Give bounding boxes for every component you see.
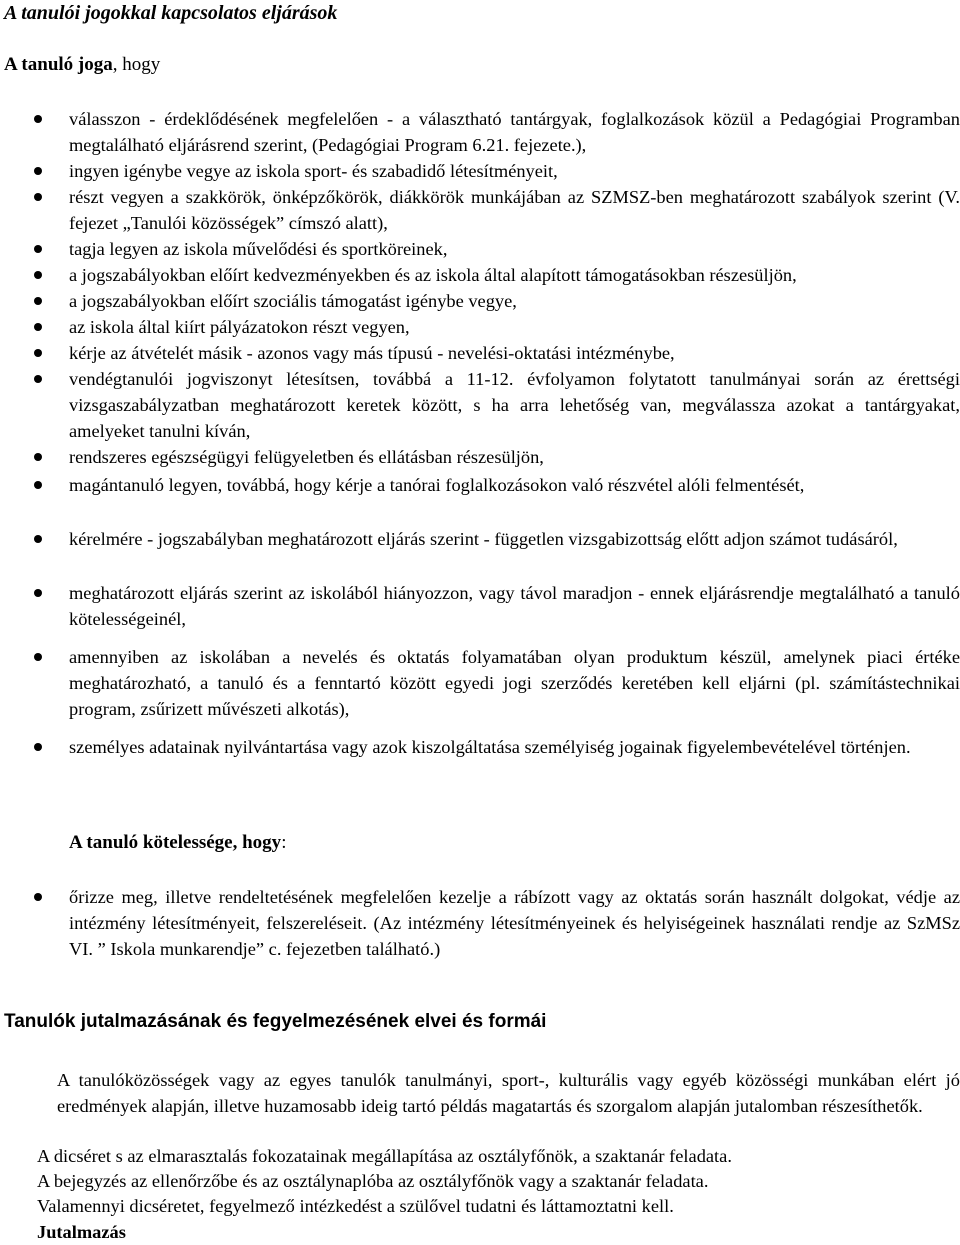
rights-item-text: tagja legyen az iskola művelődési és sportköreinek,	[69, 239, 448, 259]
rights-item-text: a jogszabályokban előírt kedvezményekben és az iskola által alapított támogatásokban részesüljön,	[69, 265, 797, 285]
bullet-icon	[34, 167, 42, 175]
bullet-icon	[34, 589, 42, 597]
rights-item	[0, 580, 960, 632]
rights-item	[0, 158, 960, 184]
rights-item-text: meghatározott eljárás szerint az iskolából hiányozzon, vagy távol maradjon - ennek eljárásrendje megtalálható a tanuló kötelességeinél,	[69, 583, 960, 629]
rights-item	[0, 288, 960, 314]
rights-item	[0, 262, 960, 288]
rights-list	[0, 106, 960, 786]
duties-list	[0, 884, 960, 962]
rights-heading-rest: , hogy	[112, 54, 161, 75]
text-line: Valamennyi dicséretet, fegyelmező intézkedést a szülővel tudatni és láttamoztatni kell.	[37, 1196, 674, 1216]
section-heading: Tanulók jutalmazásának és fegyelmezésének elvei és formái	[4, 1011, 547, 1032]
rights-item	[0, 314, 960, 340]
rights-item	[0, 106, 960, 158]
text-line: A bejegyzés az ellenőrzőbe és az osztálynaplóba az osztályfőnök vagy a szaktanár feladata.	[37, 1171, 709, 1191]
rights-item-text: a jogszabályokban előírt szociális támogatást igénybe vegye,	[69, 291, 517, 311]
document-title: A tanulói jogokkal kapcsolatos eljárások	[4, 2, 338, 24]
bullet-icon	[34, 743, 42, 751]
rights-heading	[4, 52, 160, 78]
bullet-icon	[34, 193, 42, 201]
bullet-icon	[34, 481, 42, 489]
rights-item-text: kérje az átvételét másik - azonos vagy más típusú - nevelési-oktatási intézménybe,	[69, 343, 675, 363]
duties-heading-rest: :	[281, 832, 287, 853]
text-line: A dicséret s az elmarasztalás fokozatainak megállapítása az osztályfőnök, a szaktanár feladata.	[37, 1146, 732, 1166]
bullet-icon	[34, 653, 42, 661]
rights-item-text: ingyen igénybe vegye az iskola sport- és szabadidő létesítményeit,	[69, 161, 558, 181]
rights-item-text: kérelmére - jogszabályban meghatározott eljárás szerint - független vizsgabizottság előtt adjon számot tudásáról,	[69, 529, 898, 549]
rights-item	[0, 644, 960, 722]
bullet-icon	[34, 245, 42, 253]
rights-item-text: részt vegyen a szakkörök, önképzőkörök, diákkörök munkájában az SZMSZ-ben meghatározott szabályok szerint (V. fejezet „Tanulói közösségek” címszó alatt),	[69, 187, 960, 233]
rights-item	[0, 366, 960, 444]
rights-item	[0, 340, 960, 366]
rights-item	[0, 184, 960, 236]
rights-item-text: magántanuló legyen, továbbá, hogy kérje a tanórai foglalkozásokon való részvétel alóli felmentését,	[69, 475, 805, 495]
bullet-icon	[34, 535, 42, 543]
rights-item-text: válasszon - érdeklődésének megfelelően - a választható tantárgyak, foglalkozások közül a Pedagógiai Programban megtalálható eljárásrend szerint, (Pedagógiai Program 6.21. fejezete.),	[69, 109, 960, 155]
rights-item-text: vendégtanulói jogviszonyt létesítsen, továbbá a 11-12. évfolyamon folytatott tanulmányai során az érettségi vizsgaszabályzatban meghatározott keretek között, s ha arra lehetőség van, megválassza azokat a tantárgyakat, amelyeket tanulni kíván,	[69, 369, 960, 441]
jutalmazas-heading: Jutalmazás	[37, 1222, 126, 1242]
rights-item	[0, 472, 960, 524]
intro-paragraph: A tanulóközösségek vagy az egyes tanulók tanulmányi, sport-, kulturális vagy egyéb közösségi munkában elért jó eredmények alapján, illetve huzamosabb ideig tartó példás magatartás és szorgalom alapján jutalomban részesíthetők.	[57, 1070, 960, 1116]
bullet-icon	[34, 323, 42, 331]
bullet-icon	[34, 375, 42, 383]
bullet-icon	[34, 271, 42, 279]
bullet-icon	[34, 115, 42, 123]
bullet-icon	[34, 297, 42, 305]
rights-item-text: személyes adatainak nyilvántartása vagy azok kiszolgáltatása személyiség jogainak figyelembevételével történjen.	[69, 737, 911, 757]
rights-item-text: amennyiben az iskolában a nevelés és oktatás folyamatában olyan produktum készül, amelynek piaci értéke meghatározható, a tanuló és a fenntartó között egyedi jogi szerződés keretében kell eljárni (pl. számítástechnikai program, zsűrizett művészeti alkotás),	[69, 647, 960, 719]
rights-item	[0, 236, 960, 262]
rights-item	[0, 444, 960, 470]
duties-item-text: őrizze meg, illetve rendeltetésének megfelelően kezelje a rábízott vagy az oktatás során használt dolgokat, védje az intézmény létesítményeit, felszereléseit. (Az intézmény létesítményeinek és helyiségeinek használati rendje az SzMSz VI. ” Iskola munkarendje” c. fejezetben található.)	[69, 887, 960, 959]
rights-item	[0, 734, 960, 786]
duties-item	[0, 884, 960, 962]
duties-heading-bold: A tanuló kötelessége, hogy	[69, 832, 282, 853]
bullet-icon	[34, 349, 42, 357]
rights-item-text: az iskola által kiírt pályázatokon részt vegyen,	[69, 317, 410, 337]
bullet-icon	[34, 453, 42, 461]
rights-item-text: rendszeres egészségügyi felügyeletben és ellátásban részesüljön,	[69, 447, 544, 467]
bullet-icon	[34, 893, 42, 901]
rights-item	[0, 526, 960, 578]
duties-heading	[69, 830, 286, 856]
rights-heading-bold: A tanuló joga	[4, 54, 113, 75]
